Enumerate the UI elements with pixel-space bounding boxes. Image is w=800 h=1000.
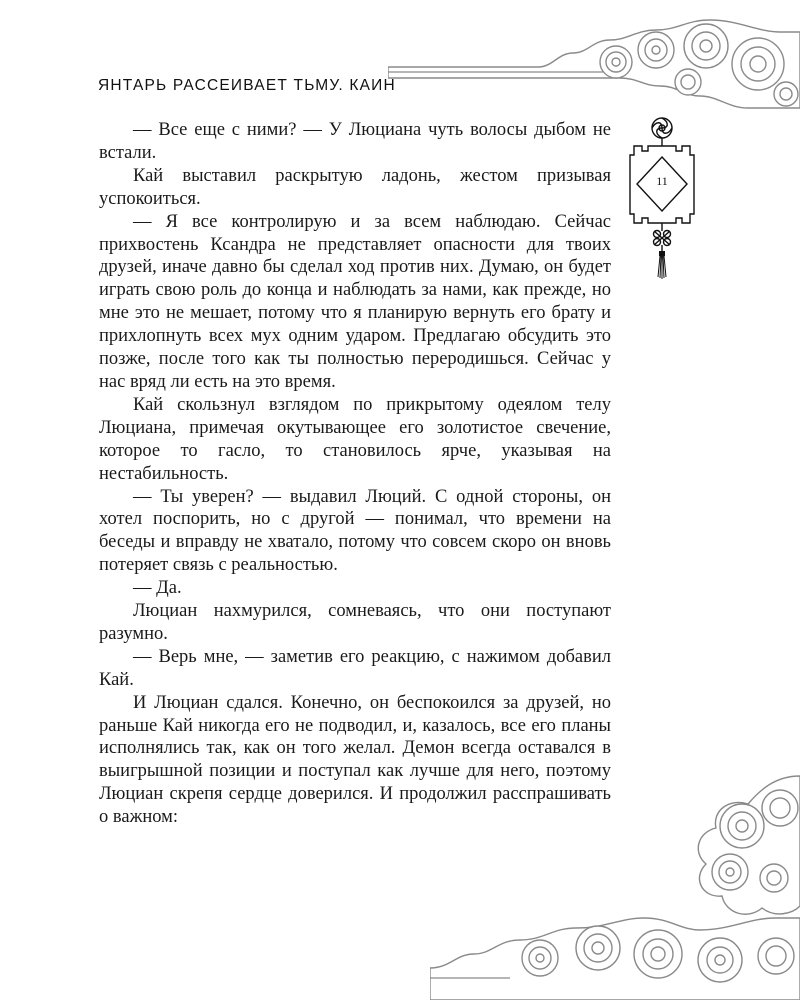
paragraph: И Люциан сдался. Конечно, он беспокоился за друзей, но раньше Кай никогда его не подводил, и, казалось, все его планы исполнялись так, как он того желал. Демон всегда оставался в выигрышной позиции и поступал как лучше для него, поэтому Люциан скрепя сердце доверился. И продолжил расспрашивать о важном: — [99, 692, 611, 828]
paragraph: Кай скользнул взглядом по прикрытому одеялом телу Люциана, примечая окутывающее его золотистое свечение, которое то гасло, то становилось ярче, указывая на нестабильность. — [99, 394, 611, 484]
paragraph: — Верь мне, — заметив его реакцию, с нажимом добавил Кай. — [99, 646, 611, 690]
paragraph: — Да. — [133, 578, 182, 599]
paragraph: Люциан нахмурился, сомневаясь, что они поступают разумно. — [99, 601, 611, 644]
cloud-ornament-top-icon — [388, 10, 800, 110]
paragraph: — Ты уверен? — выдавил Люций. С одной стороны, он хотел поспорить, но с другой — понимал, что времени на беседы и вправду не хватало, потому что совсем скоро он вновь потеряет связь с реальностью. — [99, 486, 611, 576]
paragraph: Кай выставил раскрытую ладонь, жестом призывая успокоиться. — [99, 165, 611, 209]
paragraph: — Все еще с ними? — У Люциана чуть волосы дыбом не встали. — [99, 120, 611, 163]
cloud-ornament-bottom-icon — [430, 768, 800, 1000]
paragraph: — Я все контролирую и за всем наблюдаю. Сейчас прихвостень Ксандра не представляет опасности для твоих друзей, иначе давно бы сделал ход против них. Думаю, он будет играть свою роль до конца и наблюдать за нами, как прежде, но мне это не мешает, потому что я планирую вернуть его брату и прихлопнуть всех мух одним ударом. Предлагаю обсудить это позже, после того как ты полностью переродишься. Сейчас у нас вряд ли есть на это время. — [99, 211, 611, 392]
lantern-ornament-icon — [624, 115, 700, 283]
running-title: ЯНТАРЬ РАССЕИВАЕТ ТЬМУ. КАИН — [98, 77, 396, 94]
page-number: 11 — [656, 174, 668, 188]
text-body — [99, 119, 611, 829]
